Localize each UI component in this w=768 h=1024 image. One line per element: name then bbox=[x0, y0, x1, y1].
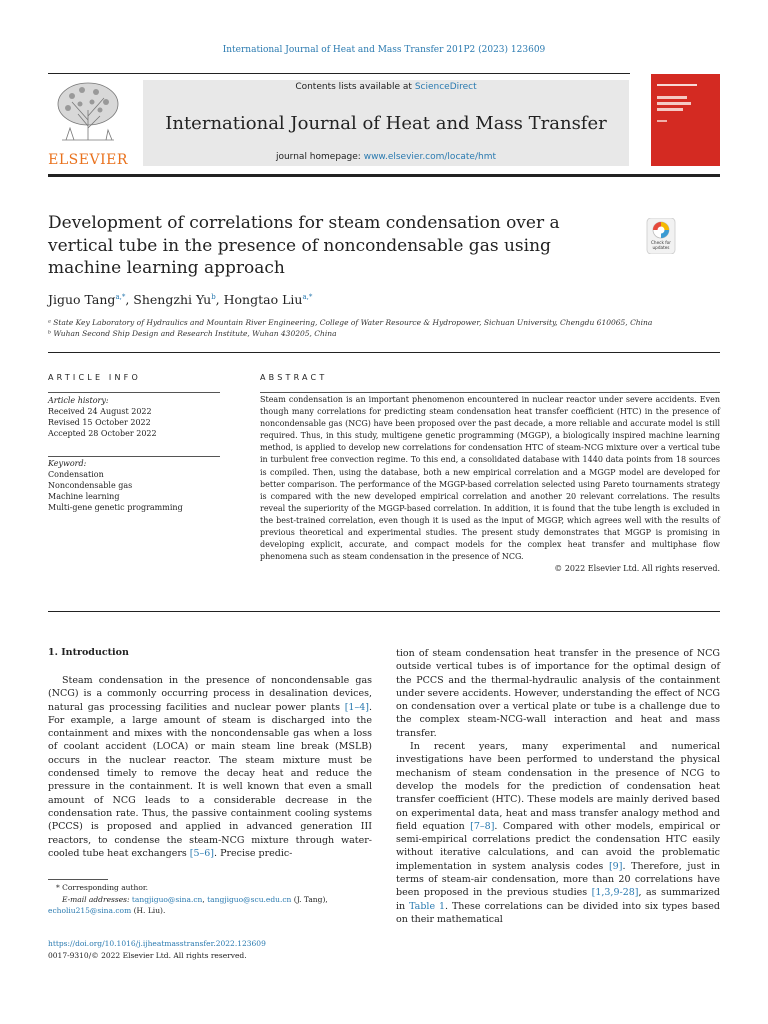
homepage-link[interactable]: www.elsevier.com/locate/hmt bbox=[363, 152, 497, 162]
crossmark-line2: updates bbox=[652, 245, 670, 250]
author-name: Shengzhi Yu bbox=[133, 292, 212, 307]
article-info-heading: ARTICLE INFO bbox=[48, 373, 141, 382]
email-owner: (H. Liu). bbox=[133, 906, 166, 915]
crossmark-line1: Check for bbox=[651, 240, 671, 245]
author-affiliation-mark[interactable]: b bbox=[211, 292, 216, 301]
email-line: E-mail addresses: tangjiguo@sina.cn, tangjiguo@scu.edu.cn (J. Tang), bbox=[62, 894, 328, 904]
homepage-prefix: journal homepage: bbox=[275, 152, 361, 162]
abstract-body bbox=[260, 394, 720, 575]
revised-date: Revised 15 October 2022 bbox=[48, 418, 151, 427]
email-label: E-mail addresses: bbox=[62, 894, 130, 904]
journal-title: International Journal of Heat and Mass Transfer bbox=[165, 113, 607, 134]
abstract-heading: ABSTRACT bbox=[260, 373, 328, 382]
crossmark-icon bbox=[642, 218, 680, 254]
author-affiliation-mark[interactable]: a,* bbox=[115, 292, 126, 301]
header-bottom-rule bbox=[48, 174, 720, 177]
left-column bbox=[48, 674, 372, 860]
author-list bbox=[48, 292, 312, 307]
author-name: Hongtao Liu bbox=[223, 292, 303, 307]
email-owner: (J. Tang), bbox=[293, 894, 328, 904]
history-label: Article history: bbox=[48, 396, 109, 405]
citation-link[interactable]: [7–8] bbox=[470, 820, 495, 832]
elsevier-logo bbox=[48, 80, 128, 170]
keyword-rule bbox=[48, 456, 220, 457]
elsevier-tree-icon bbox=[52, 80, 124, 146]
body-text: . These correlations can be divided into six types based on their mathematical bbox=[396, 900, 720, 925]
email-link[interactable]: echoliu215@sina.com bbox=[48, 906, 132, 915]
author-affiliation-mark[interactable]: a,* bbox=[302, 292, 313, 301]
email-line bbox=[48, 905, 372, 917]
publisher-name: ELSEVIER bbox=[48, 152, 128, 168]
keyword-list bbox=[48, 458, 220, 513]
article-info-rule bbox=[48, 392, 220, 393]
abstract-copyright: © 2022 Elsevier Ltd. All rights reserved. bbox=[554, 564, 720, 574]
citation-link[interactable]: [9] bbox=[608, 860, 623, 872]
journal-reference[interactable]: International Journal of Heat and Mass Transfer 201P2 (2023) 123609 bbox=[222, 45, 546, 55]
keyword-item: Condensation bbox=[48, 470, 104, 479]
affiliation-b: ᵇ Wuhan Second Ship Design and Research Institute, Wuhan 430205, China bbox=[48, 329, 337, 338]
table-link[interactable]: Table 1 bbox=[409, 900, 446, 912]
keyword-item: Machine learning bbox=[48, 492, 120, 501]
sciencedirect-link[interactable]: ScienceDirect bbox=[414, 82, 477, 92]
body-text: . Therefore, just in terms of steam-air condensation, more than 20 correlations have been proposed in the previous studies bbox=[396, 860, 720, 899]
keyword-item: Multi-gene genetic programming bbox=[48, 503, 183, 512]
homepage-line bbox=[143, 152, 629, 162]
intro-paragraph-1-continued: tion of steam condensation heat transfer in the presence of NCG outside vertical tubes is of importance for the optimal design of the PCCS and the thermal-hydraulic analysis of the containment under severe accidents. However, understanding the effect of NCG on condensation over a vertical plate or tube is a challenge due to the complex steam-NCG-wall interaction and heat and mass transfer. bbox=[396, 648, 720, 739]
body-text: . Compared with other models, empirical or semi-empirical correlations predict the condensation HTC easily without iterative calculations, and can avoid the problematic implementation in system analysis codes bbox=[396, 820, 720, 872]
contents-line bbox=[143, 82, 629, 92]
doi-link[interactable]: https://doi.org/10.1016/j.ijheatmasstransfer.2022.123609 bbox=[48, 939, 266, 948]
check-for-updates-button[interactable] bbox=[642, 218, 680, 254]
received-date: Received 24 August 2022 bbox=[48, 407, 152, 416]
section-heading-introduction: 1. Introduction bbox=[48, 647, 129, 658]
corresponding-author-note: * Corresponding author. bbox=[56, 883, 149, 892]
citation-link[interactable]: [5–6] bbox=[189, 847, 215, 859]
keyword-item: Noncondensable gas bbox=[48, 481, 133, 490]
email-link[interactable]: tangjiguo@sina.cn bbox=[131, 894, 203, 904]
citation-link[interactable]: [1,3,9-28] bbox=[591, 887, 639, 899]
article-title: Development of correlations for steam condensation over a vertical tube in the presence of noncondensable gas using machine learning approach bbox=[48, 213, 560, 278]
header-top-rule bbox=[48, 73, 630, 74]
body-text: Steam condensation in the presence of noncondensable gas (NCG) is a commonly occurring process in desalination devices, natural gas processing facilities and nuclear power plants bbox=[48, 675, 372, 713]
footnote bbox=[48, 882, 372, 917]
article-history bbox=[48, 395, 220, 439]
journal-header-box bbox=[143, 80, 629, 166]
contents-prefix: Contents lists available at bbox=[295, 82, 412, 92]
accepted-date: Accepted 28 October 2022 bbox=[48, 429, 157, 438]
body-text: . Precise predic- bbox=[214, 847, 293, 859]
citation-link[interactable]: [1–4] bbox=[344, 701, 369, 713]
journal-cover-thumbnail[interactable] bbox=[651, 74, 720, 166]
body-text: . For example, a large amount of steam is discharged into the containment and mixes with the noncondensable gas when a loss of coolant accident (LOCA) or main steam line break (MSLB) occurs in the nuclear reactor. The steam mixture must be condensed timely to remove the decay heat and reduce the pressure in the containment. It is well known that even a small amount of NCG leads to a considerable decrease in the condensation rate. Thus, the passive containment cooling systems (PCCS) is proposed and applied in advanced generation III reactors, to condense the steam-NCG mixture through water-cooled tube heat exchangers bbox=[48, 701, 372, 859]
issn-line: 0017-9310/© 2022 Elsevier Ltd. All rights reserved. bbox=[48, 950, 247, 960]
right-column bbox=[396, 647, 720, 926]
author-separator: , bbox=[215, 292, 224, 307]
body-text: In recent years, many experimental and numerical investigations have been performed to understand the physical mechanism of steam condensation in the presence of NCG to develop the models for the prediction of condensation heat transfer coefficient (HTC). These models are mainly derived based on experimental data, heat and mass transfer analogy method and field equation bbox=[396, 741, 720, 832]
divider bbox=[48, 611, 720, 612]
author-name: Jiguo Tang bbox=[48, 292, 116, 307]
intro-paragraph-1 bbox=[48, 674, 372, 860]
affiliation-a: ᵃ State Key Laboratory of Hydraulics and Mountain River Engineering, College of Water Resource & Hydropower, Sichuan University, Chengdu 610065, China bbox=[48, 318, 653, 327]
keyword-label: Keyword: bbox=[48, 459, 87, 468]
author-separator: , bbox=[125, 292, 134, 307]
abstract-text: Steam condensation is an important phenomenon encountered in nuclear reactor under severe accidents. Even though many correlations for predicting steam condensation heat transfer coefficient (HTC) in the presence of noncondensable gas (NCG) have been proposed over the past decade, a more reliable and accurate model is still required. Thus, in this study, multigene genetic programming (MGGP), a biologically inspired machine learning method, is applied to develop new correlations for condensation HTC of steam-NCG mixture over a vertical tube in turbulent free convection regime. To this end, a consolidated database with 1440 data points from 18 sources is compiled. Then, using the database, both a new empirical correlation and a MGGP model are developed for better comparison. The performance of the MGGP-based correlation selected using Pareto tournaments strategy is compared with the new developed empirical correlation and another 20 relevant correlations. The results reveal the superiority of the MGGP-based correlation. In addition, it is found that the tube length is excluded in the best-trained correlation, even though it is used as the input of MGGP, which agrees well with the results of previous theoretical and experimental studies. The present study demonstrates that MGGP is promising in developing explicit, accurate, and compact models for the complex heat transfer and multiphase flow phenomena such as steam condensation in the presence of NCG. bbox=[260, 395, 720, 562]
abstract-rule bbox=[260, 392, 720, 393]
email-link[interactable]: tangjiguo@scu.edu.cn bbox=[207, 894, 292, 904]
footnote-rule bbox=[48, 879, 108, 880]
body-text: , as summarized in bbox=[396, 887, 720, 912]
intro-paragraph-2 bbox=[396, 740, 720, 926]
divider bbox=[48, 352, 720, 353]
doi-block bbox=[48, 938, 266, 961]
